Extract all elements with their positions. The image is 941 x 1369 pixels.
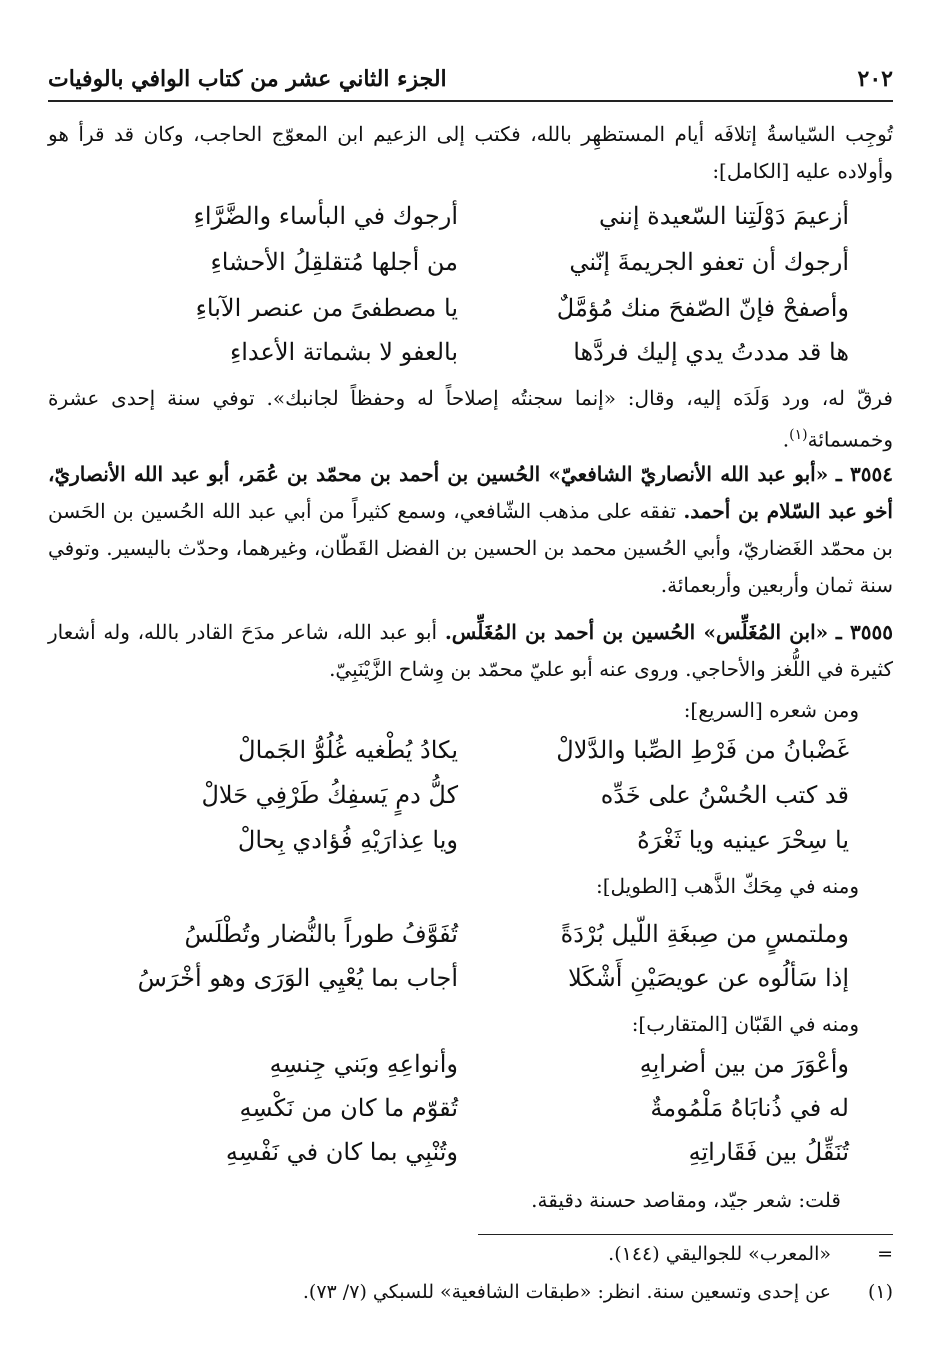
verse-line	[88, 958, 849, 998]
verse-first-hemistich: وأعْوَرَ من بين أضرابِهِ	[639, 1050, 849, 1078]
verse-second-hemistich: يكادُ يُطْغيه غُلُوُّ الجَمالْ	[238, 736, 458, 764]
entry-heading: «ابن المُغَلِّس» الحُسين بن أحمد بن المُغَلِّس.	[444, 620, 829, 644]
verse-first-hemistich: يا سِحْرَ عينيه ويا ثَغْرَهُ	[637, 826, 849, 854]
entry-number: ٣٥٥٤ ـ	[835, 462, 893, 486]
verse-second-hemistich: يا مصطفىً من عنصر الآباءِ	[195, 294, 458, 322]
entry-body: أبو عبد الله، شاعر مدَحَ القادر بالله، وله أشعار كثيرة في اللُّغز والأحاجي. وروى عنه أبو عليّ محمّد بن وِشاح الزَّيْنَبِيّ.	[48, 620, 893, 681]
verse-second-hemistich: تُفَوَّفُ طوراً بالنُّضار وتُطْلَسُ	[184, 920, 458, 948]
running-title: الجزء الثاني عشر من كتاب الوافي بالوفيات	[48, 66, 447, 92]
verse-second-hemistich: من أجلها مُتقلقِلُ الأحشاءِ	[210, 248, 458, 276]
verse-first-hemistich: قد كتب الحُسْنُ على خَدِّه	[600, 781, 849, 809]
sentence-end: .	[782, 427, 790, 452]
header-rule	[48, 100, 893, 102]
entry-body: تفقه على مذهب الشّافعي، وسمع كثيراً من أبي عبد الله الحُسين بن الحَسن بن محمّد الغَضاريّ، وأبي الحُسين محمد بن الحسين بن الفضل القَطّان، وغيرهما، وحدّث باليسير. وتوفي سنة ثمان وأربعين وأربعمائة.	[48, 499, 893, 597]
footnote-separator	[478, 1234, 893, 1235]
verse-line	[88, 820, 849, 860]
entry-heading: «أبو عبد الله الأنصاريّ الشافعيّ» الحُسين بن أحمد بن محمّد بن عُمَر، أبو عبد الله الأنصاريّ، أخو عبد السّلام بن أحمد.	[48, 462, 893, 523]
footnote-reference: (١)	[789, 427, 808, 443]
verse-line	[88, 1132, 849, 1172]
entry-number: ٣٥٥٥ ـ	[835, 620, 893, 644]
verse-first-hemistich: أزعيمَ دَوْلَتِنا السّعيدة إنني	[598, 202, 849, 230]
verse-line	[88, 196, 849, 236]
verse-second-hemistich: أرجوك في البأساء والضَّرَّاءِ	[193, 202, 458, 230]
footnote-mark: (١)	[867, 1281, 893, 1303]
poem-intro-tawil: ومنه في مِحَكّ الذَّهب [الطويل]:	[595, 874, 859, 898]
footnote-text: عن إحدى وتسعين سنة. انظر: «طبقات الشافعية» للسبكي (٧/ ٧٣).	[302, 1281, 831, 1303]
biography-entry-3555	[48, 614, 893, 688]
verse-first-hemistich: إذا سَألُوه عن عويصَيْنِ أَشْكَلا	[568, 964, 849, 992]
verse-first-hemistich: تُنَقِّلُ بين فَقَاراتِهِ	[688, 1138, 849, 1166]
verse-first-hemistich: غَضْبانُ من فَرْطِ الصِّبا والدَّلالْ	[556, 736, 849, 764]
intro-paragraph: تُوجِب السّياسةُ إتلافَه أيام المستظهِر بالله، فكتب إلى الزعيم ابن المعوّج الحاجب، وكان قد قرأ هو وأولاده عليه [الكامل]:	[48, 122, 893, 183]
verse-line	[88, 242, 849, 282]
verse-line	[88, 1088, 849, 1128]
footnote-mark: =	[877, 1243, 893, 1265]
verse-second-hemistich: أجاب بما يُعْيِي الوَرَى وهو أخْرَسُ	[137, 964, 458, 992]
verse-second-hemistich: وتُنْبِي بما كان في نَفْسِهِ	[225, 1138, 458, 1166]
poem-intro-mutaqarib: ومنه في القَبّان [المتقارب]:	[631, 1012, 859, 1036]
verse-line	[88, 332, 849, 372]
verse-first-hemistich: له في ذُنابَاهُ مَلْمُومةٌ	[650, 1094, 849, 1122]
verse-first-hemistich: وأصفحْ فإنّ الصّفحَ منك مُؤمَّلٌ	[556, 294, 849, 322]
verse-second-hemistich: كلُّ دمٍ يَسفِكُ طَرْفِي حَلالْ	[201, 781, 458, 809]
footnote-1	[48, 1278, 893, 1306]
verse-second-hemistich: وأنواعِهِ وبَني جِنسِهِ	[269, 1050, 458, 1078]
verse-line	[88, 775, 849, 815]
footnote-text: «المعرب» للجواليقي (١٤٤).	[608, 1243, 831, 1265]
after-poem-text: فرقّ له، ورد وَلَدَه إليه، وقال: «إنما سجنتُه إصلاحاً له وحفظاً لجانبك». توفي سنة إحدى عشرة وخمسمائة	[48, 386, 893, 452]
footnote-continued	[48, 1240, 893, 1268]
verse-line	[88, 288, 849, 328]
verse-second-hemistich: تُقوّم ما كان من نَكْسِهِ	[239, 1094, 458, 1122]
verse-second-hemistich: ويا عِذارَيْهِ فُؤادي بِحالْ	[237, 826, 458, 854]
verse-first-hemistich: ها قد مددتُ يدي إليك فردَّها	[573, 338, 849, 366]
page-number: ٢٠٢	[857, 66, 893, 92]
page-header	[48, 58, 893, 92]
closing-remark: قلت: شعر جيّد، ومقاصد حسنة دقيقة.	[531, 1188, 841, 1212]
after-poem-paragraph	[48, 380, 893, 459]
biography-entry-3554	[48, 456, 893, 604]
verse-line	[88, 914, 849, 954]
poem-intro-sari: ومن شعره [السريع]:	[683, 698, 859, 722]
verse-line	[88, 730, 849, 770]
verse-line	[88, 1044, 849, 1084]
verse-second-hemistich: بالعفو لا بشماتة الأعداءِ	[229, 338, 458, 366]
verse-first-hemistich: وملتمسٍ من صِبغَةِ اللّيل بُرْدَةً	[560, 920, 849, 948]
verse-first-hemistich: أرجوك أن تعفو الجريمةَ إنّني	[569, 248, 849, 276]
